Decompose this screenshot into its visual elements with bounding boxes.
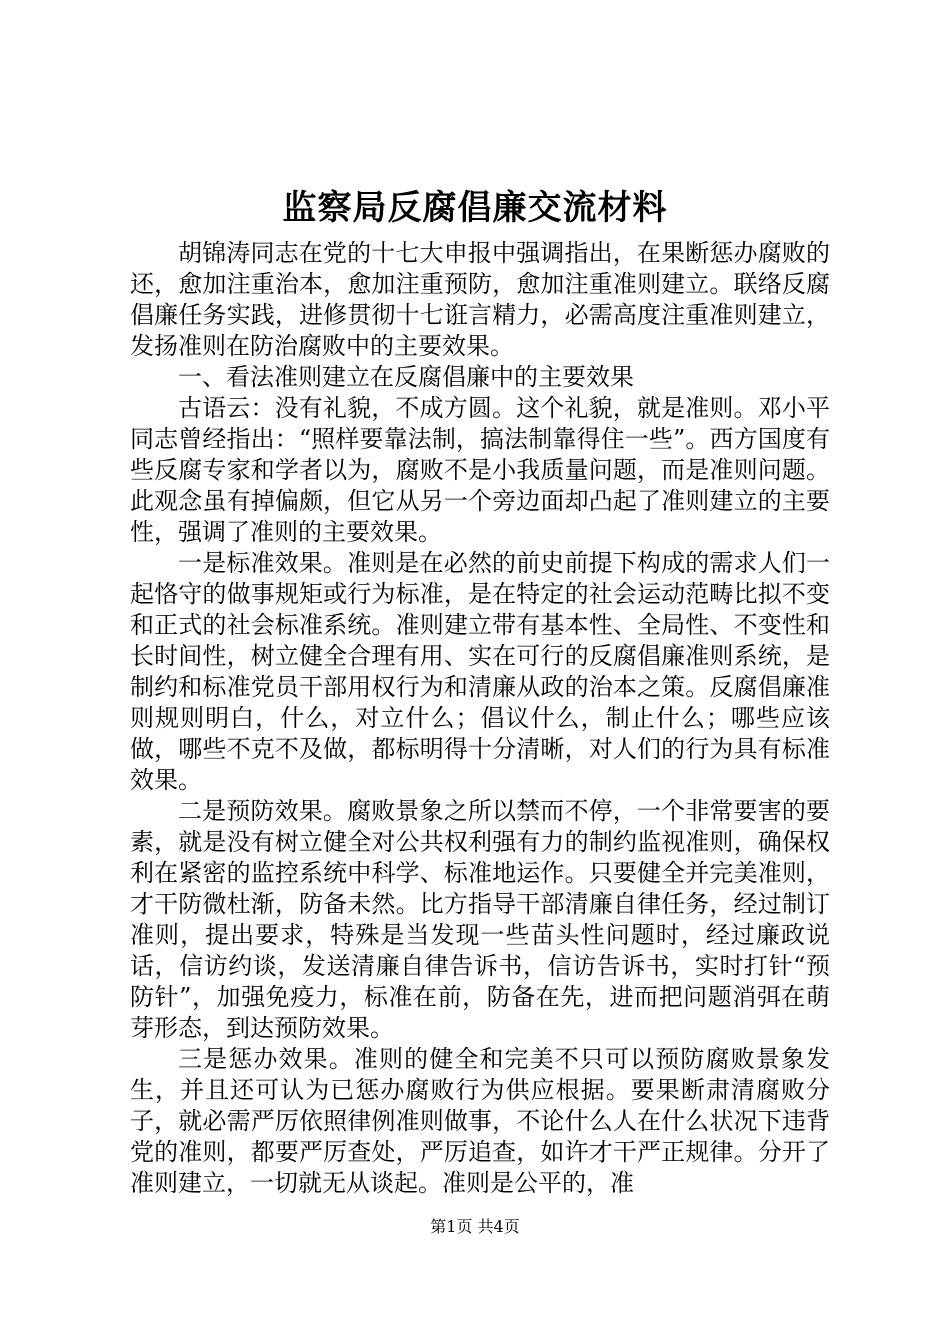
page-total: 共4页 [477,1217,520,1236]
document-body [130,238,830,1199]
page-footer [0,1216,950,1238]
paragraph-punishment-effect: 三是惩办效果。准则的健全和完美不只可以预防腐败景象发生，并且还可认为已惩办腐败行为供应根据。要果断肃清腐败分子，就必需严厉依照律例准则做事，不论什么人在什么状况下违背党的准则，都要严厉查处，严厉追查，如许才干严正规律。分开了准则建立，一切就无从谈起。准则是公平的，准 [130,1045,830,1197]
section-heading-1: 一、看法准则建立在反腐倡廉中的主要效果 [178,363,634,391]
paragraph-prevention-effect: 二是预防效果。腐败景象之所以禁而不停，一个非常要害的要素，就是没有树立健全对公共权利强有力的制约监视准则，确保权利在紧密的监控系统中科学、标准地运作。只要健全并完美准则，才干防微杜渐，防备未然。比方指导干部清廉自律任务，经过制订准则，提出要求，特殊是当发现一些苗头性问题时，经过廉政说话，信访约谈，发送清廉自律告诉书，信访告诉书，实时打针“预防针”，加强免疫力，标准在前，防备在先，进而把问题消弭在萌芽形态，到达预防效果。 [130,797,830,1042]
paragraph-standard-effect: 一是标准效果。准则是在必然的前史前提下构成的需求人们一起恪守的做事规矩或行为标准，是在特定的社会运动范畴比拟不变和正式的社会标准系统。准则建立带有基本性、全局性、不变性和长时间性，树立健全合理有用、实在可行的反腐倡廉准则系统，是制约和标准党员干部用权行为和清廉从政的治本之策。反腐倡廉准则规则明白，什么，对立什么；倡议什么，制止什么；哪些应该做，哪些不克不及做，都标明得十分清晰，对人们的行为具有标准效果。 [130,549,830,794]
document-title: 监察局反腐倡廉交流材料 [282,188,668,228]
page-number: 第1页 [430,1217,473,1236]
paragraph-intro: 胡锦涛同志在党的十七大申报中强调指出，在果断惩办腐败的还，愈加注重治本，愈加注重预防，愈加注重准则建立。联络反腐倡廉任务实践，进修贯彻十七诳言精力，必需高度注重准则建立，发扬准则在防治腐败中的主要效果。 [130,239,830,360]
paragraph-proverb: 古语云：没有礼貌，不成方圆。这个礼貌，就是准则。邓小平同志曾经指出：“照样要靠法制，搞法制靠得住一些”。西方国度有些反腐专家和学者以为，腐败不是小我质量问题，而是准则问题。此观念虽有掉偏颇，但它从另一个旁边面却凸起了准则建立的主要性，强调了准则的主要效果。 [130,394,830,546]
